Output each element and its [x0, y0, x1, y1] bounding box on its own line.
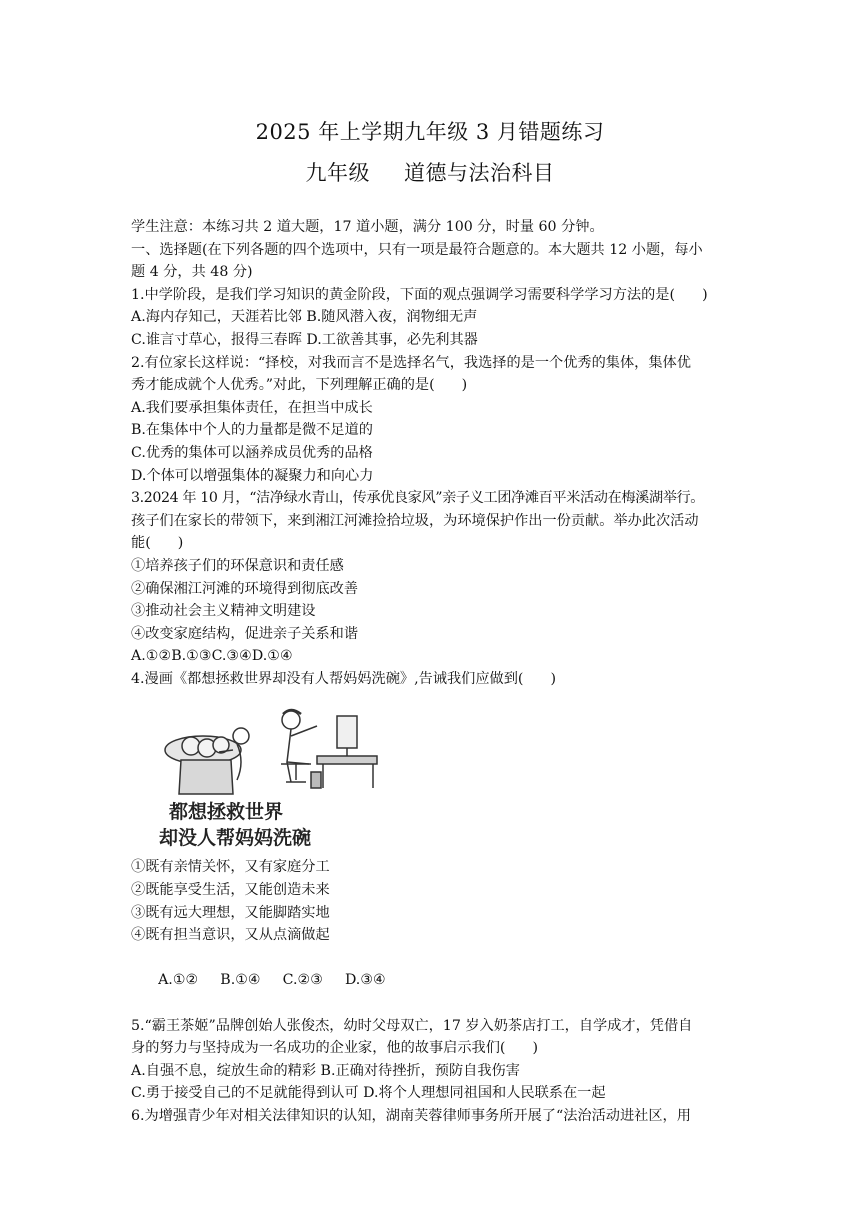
- q4-option-c: C.②③: [282, 972, 323, 989]
- cartoon-caption-line1: 都想拯救世界: [169, 801, 284, 824]
- q5-options-cd: C.勇于接受自己的不足就能得到认可 D.将个人理想同祖国和人民联系在一起: [131, 1085, 606, 1102]
- q3-item-1: ①培养孩子们的环保意识和责任感: [131, 557, 344, 574]
- q3-item-3: ③推动社会主义精神文明建设: [131, 603, 316, 620]
- q6-stem-line1: 6.为增强青少年对相关法律知识的认知，湖南芙蓉律师事务所开展了“法治活动进社区，用: [131, 1108, 691, 1124]
- q4-item-2: ②既能享受生活，又能创造未来: [131, 882, 330, 899]
- q4-item-4: ④既有担当意识，又从点滴做起: [131, 927, 330, 944]
- q4-options: [131, 947, 741, 1015]
- q4-item-1: ①既有亲情关怀，又有家庭分工: [131, 859, 330, 876]
- exam-body: [131, 216, 741, 1128]
- student-notice: 学生注意：本练习共 2 道大题，17 道小题，满分 100 分，时量 60 分钟。: [131, 219, 604, 235]
- grade-label: 九年级: [305, 161, 370, 185]
- computer-desk: [311, 716, 377, 788]
- q2-option-a: A.我们要承担集体责任，在担当中成长: [131, 399, 373, 416]
- q3-stem-line1: 3.2024 年 10 月，“洁净绿水青山，传承优良家风”亲子义工团净滩百平米活动在梅溪湖举行。: [131, 490, 705, 507]
- cartoon-drawing: [141, 702, 381, 852]
- q1-stem: 1.中学阶段，是我们学习知识的黄金阶段，下面的观点强调学习需要科学学习方法的是( ): [131, 286, 708, 303]
- q4-stem: 4.漫画《都想拯救世界却没有人帮妈妈洗碗》,告诫我们应做到( ): [131, 670, 557, 687]
- cartoon-caption-line2: 却没人帮妈妈洗碗: [159, 827, 312, 850]
- q4-option-d: D.③④: [344, 972, 386, 989]
- q3-stem-line2: 孩子们在家长的带领下，来到湘江河滩捡拾垃圾，为环境保护作出一份贡献。举办此次活动: [131, 512, 699, 529]
- q5-options-ab: A.自强不息，绽放生命的精彩 B.正确对待挫折，预防自我伤害: [131, 1062, 520, 1079]
- q2-option-c: C.优秀的集体可以涵养成员优秀的品格: [131, 444, 373, 461]
- q3-item-2: ②确保湘江河滩的环境得到彻底改善: [131, 580, 359, 597]
- boy-figure: [281, 710, 317, 782]
- q5-stem-line1: 5.“霸王茶姬”品牌创始人张俊杰，幼时父母双亡，17 岁入奶茶店打工，自学成才，凭借自: [131, 1017, 693, 1034]
- q2-option-b: B.在集体中个人的力量都是微不足道的: [131, 422, 373, 439]
- mother-figure: [165, 728, 249, 794]
- q4-item-3: ③既有远大理想，又能脚踏实地: [131, 904, 330, 921]
- q4-option-b: B.①④: [220, 972, 261, 989]
- q3-stem-line3: 能( ): [131, 535, 184, 552]
- q3-options: A.①②B.①③C.③④D.①④: [131, 648, 293, 665]
- cartoon-image: [141, 702, 381, 852]
- q1-options-cd: C.谁言寸草心，报得三春晖 D.工欲善其事，必先利其器: [131, 331, 478, 348]
- q5-stem-line2: 身的努力与坚持成为一名成功的企业家，他的故事启示我们( ): [131, 1040, 539, 1057]
- q2-stem-line1: 2.有位家长这样说：“择校，对我而言不是选择名气，我选择的是一个优秀的集体，集体优: [131, 354, 691, 371]
- q3-item-4: ④改变家庭结构，促进亲子关系和谐: [131, 625, 359, 642]
- subject-label: 道德与法治科目: [404, 161, 555, 185]
- section-heading-line2: 题 4 分，共 48 分): [131, 264, 253, 281]
- q2-stem-line2: 秀才能成就个人优秀。”对此，下列理解正确的是( ): [131, 377, 468, 394]
- page-subtitle: [0, 157, 860, 187]
- q1-options-ab: A.海内存知己，天涯若比邻 B.随风潜入夜，润物细无声: [131, 309, 478, 326]
- section-heading-line1: 一、选择题(在下列各题的四个选项中，只有一项是最符合题意的。本大题共 12 小题，每小: [131, 241, 703, 258]
- q4-option-a: A.①②: [158, 972, 199, 989]
- q2-option-d: D.个体可以增强集体的凝聚力和向心力: [131, 467, 374, 484]
- page-title: 2025 年上学期九年级 3 月错题练习: [255, 120, 605, 144]
